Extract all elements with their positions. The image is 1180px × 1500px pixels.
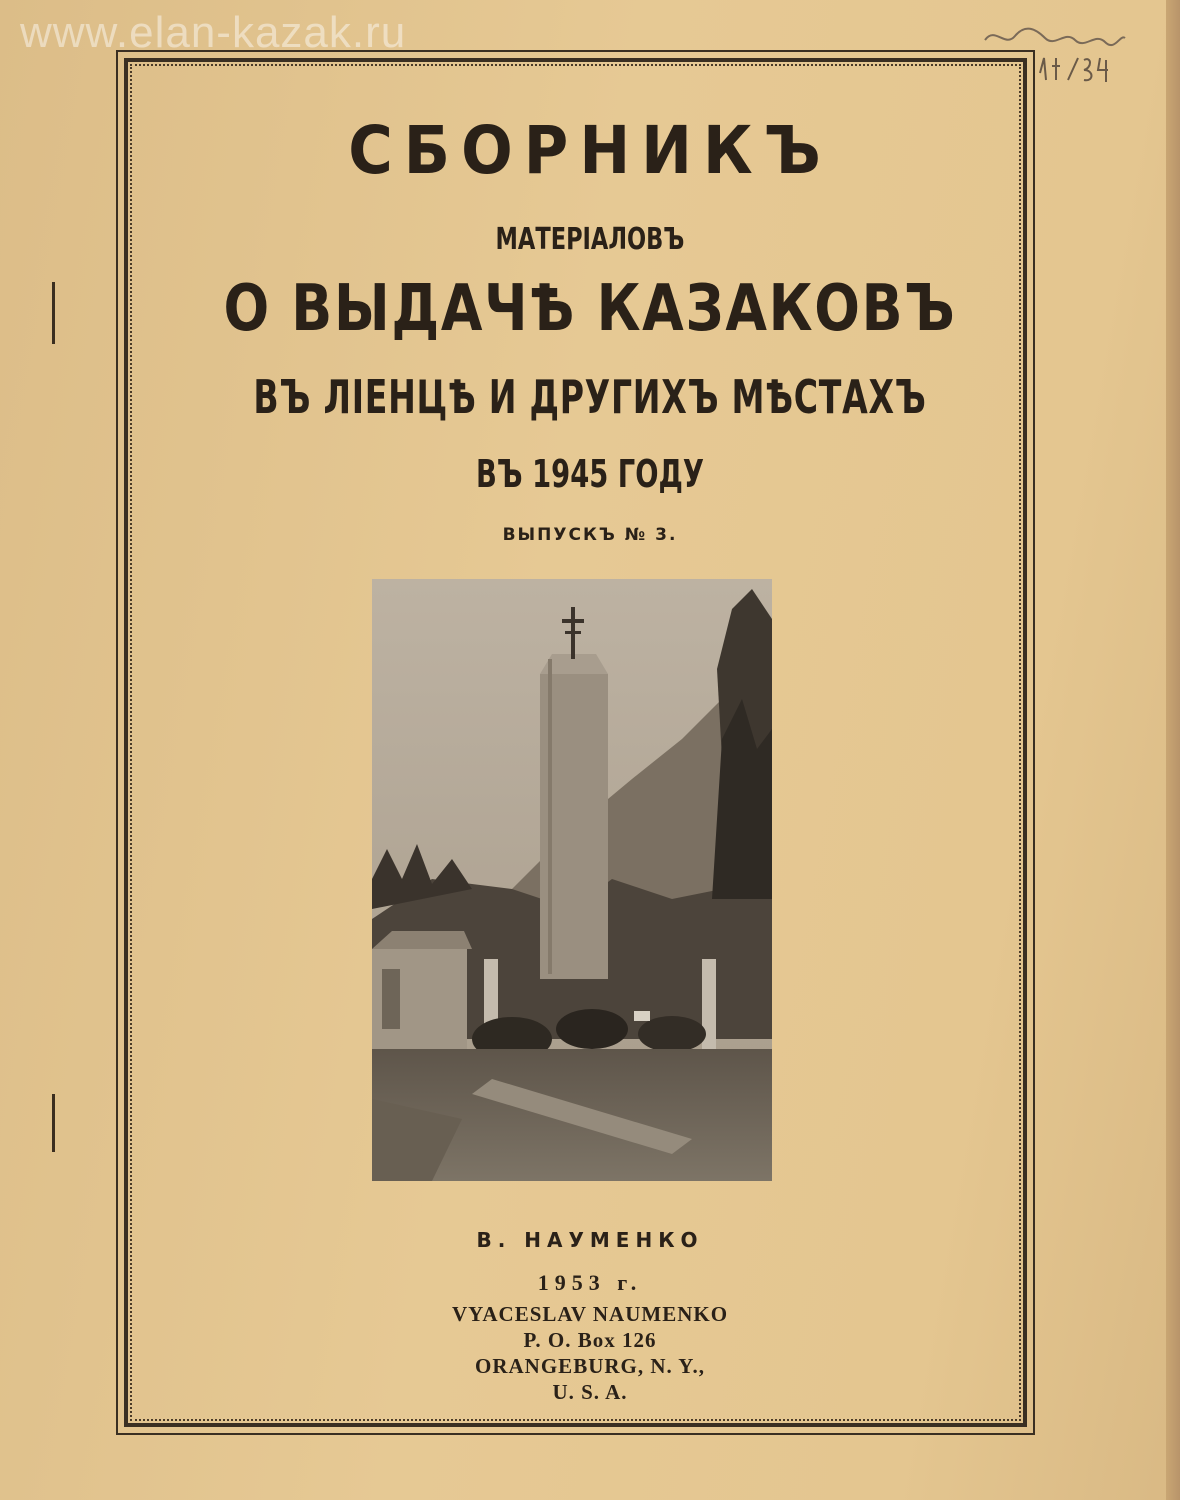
author-name: В. НАУМЕНКО	[476, 1228, 704, 1252]
cover-subtitle-materials: МАТЕРІАЛОВЪ	[495, 222, 685, 257]
publisher-po-box: P. O. Box 126	[523, 1328, 657, 1352]
publisher-name: VYACESLAV NAUMENKO	[451, 1302, 729, 1326]
cover-subtitle-main: О ВЫДАЧѢ КАЗАКОВЪ	[223, 272, 957, 346]
binding-mark	[52, 1094, 55, 1152]
memorial-photo	[372, 579, 772, 1181]
publisher-country: U. S. A.	[552, 1380, 628, 1404]
memorial-photo-image	[372, 579, 772, 1181]
cover-subtitle-year: ВЪ 1945 ГОДУ	[476, 452, 704, 496]
publication-year: 1953 г.	[537, 1270, 643, 1295]
publisher-city: ORANGEBURG, N. Y.,	[475, 1354, 705, 1378]
cover-subtitle-places: ВЪ ЛІЕНЦѢ И ДРУГИХЪ МѢСТАХЪ	[253, 370, 927, 424]
watermark: www.elan-kazak.ru	[20, 8, 407, 57]
binding-mark	[52, 282, 55, 344]
issue-number: ВЫПУСКЪ № 3.	[502, 525, 678, 545]
cover-title: СБОРНИКЪ	[348, 112, 832, 189]
